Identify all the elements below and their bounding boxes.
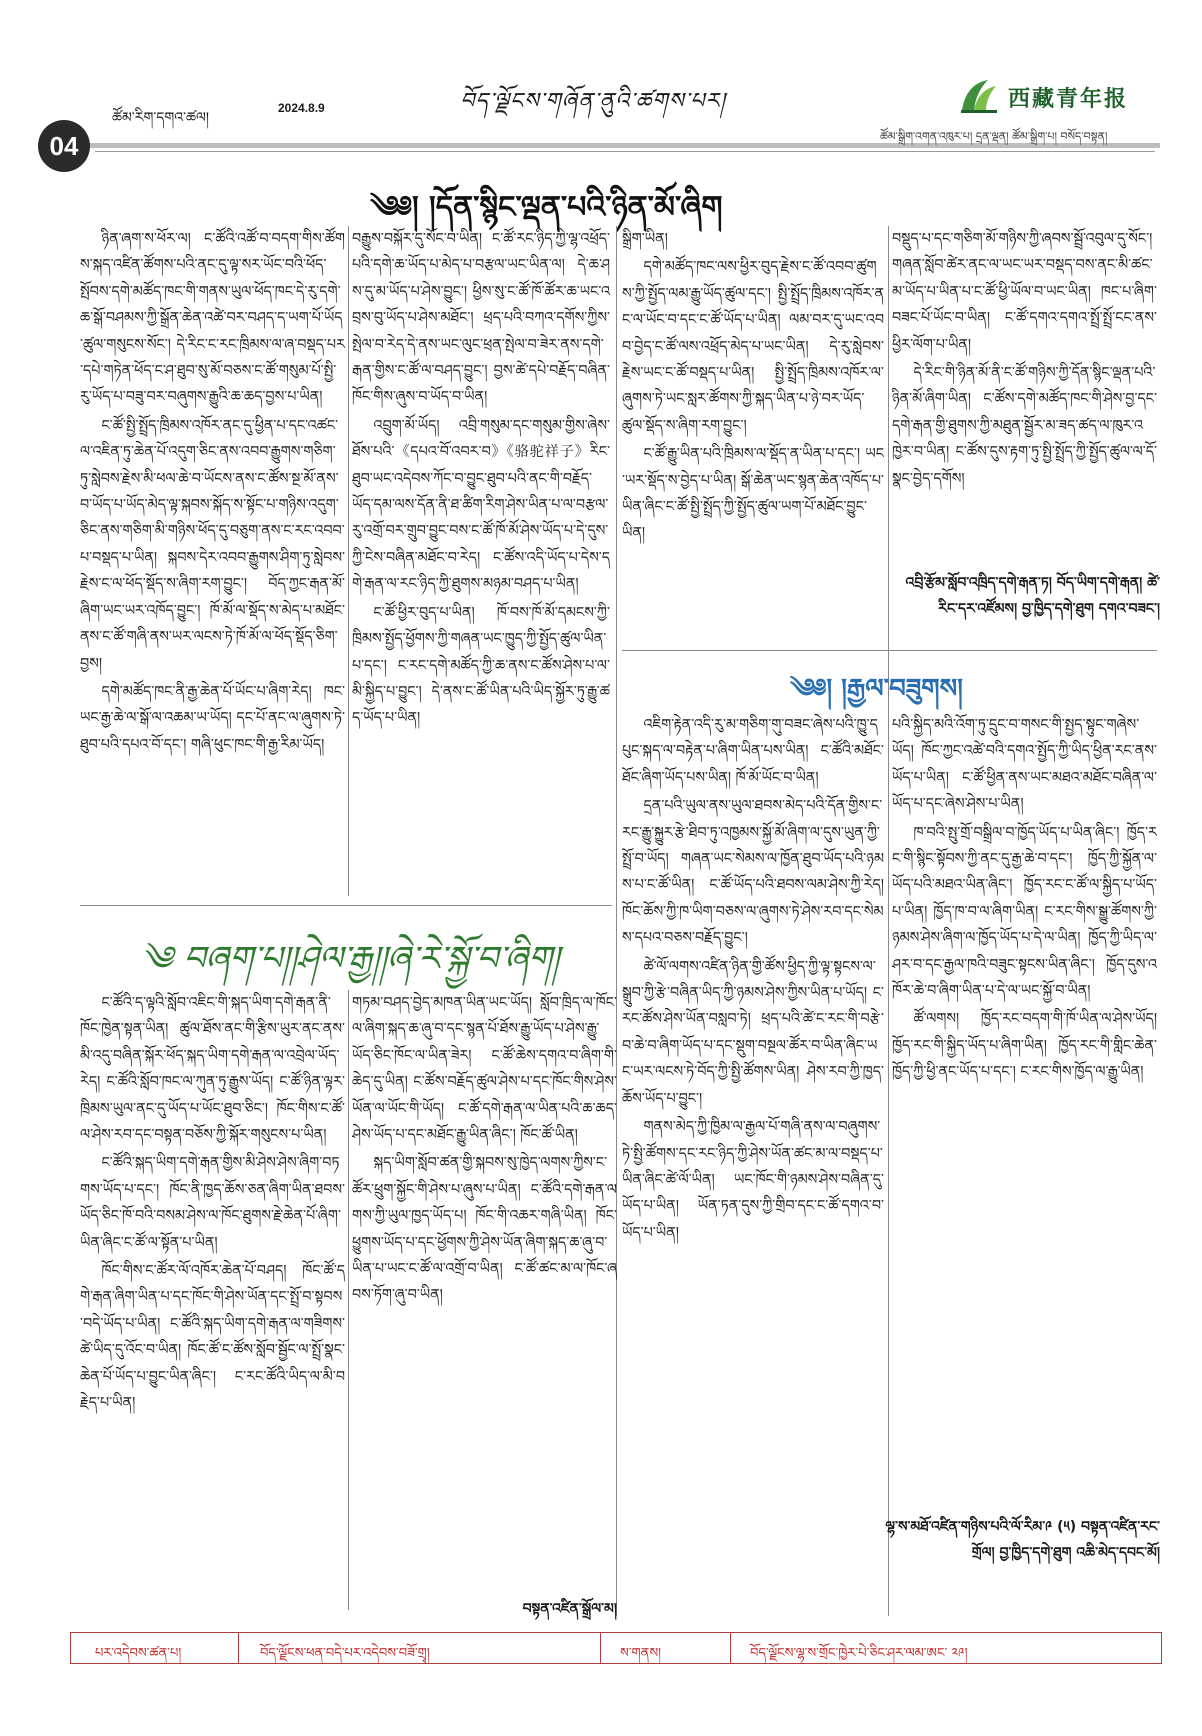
footer-separator [730, 1632, 731, 1664]
paragraph: ང་ཚོ་རྒྱུ་ཡིན་པའི་ཁྲིམས་ལ་སྡོད་ན་ཡིན་པ་དང་། ཡང་ཡར་སྡོད་ས་བྱེད་པ་ཡིན། སྒོ་ཆེན་ཡང་སྙན་ཆེན་འཁོད་པ་ཡིན་ཞིང་ང་ཚོ་སྤྱི་སྤྲོད་ཀྱི་སྤྱོད་ཚུལ་ཡག་པོ་མཐོང་བྱུང་ཡིན། [622, 446, 884, 542]
footer-separator [600, 1632, 601, 1664]
section-divider [622, 650, 1157, 651]
paragraph: དགེ་མཚོད་ཁང་ནི་རྒྱ་ཆེན་པོ་ཡོང་པ་ཞིག་རེད། ཁང་ཡང་རྒྱ་ཆེ་ལ་སྒོ་ལ་འཆམ་ཡ་ཡོད། དང་པོ་ནང་ལ་ཞུགས་ཏེ་ཐུབ་པའི་དཔའ་བོ་དང་། གཞི་ཕུང་ཁང་གི་རྒྱ་རིམ་ཡོད། [80, 683, 345, 753]
newspaper-masthead: བོད་ལྗོངས་གཞོན་ནུའི་ཚགས་པར། [460, 89, 726, 114]
paragraph: དགེ་མཚོད་ཁང་ལས་ཕྱིར་བུད་རྗེས་ང་ཚོ་འབབ་ཚུགས་ཀྱི་སྤྱོད་ལམ་རྒྱུ་ཡོད་ཚུལ་དང་། སྤྱི་སྤྲོད་ཁྲིམས་འཁོར་ནང་ལ་ཡོང་བ་དང་ང་ཚོ་ཡོད་པ་ཡིན། ལམ་བར་དུ་ཡང་འབབ་བྱེད་ང་ཚོ་ལས་འཕྲོད་མེད་པ་ཡང་ཡིན། དེ་རུ་སླེབས་རྗེས་ཡང་ང་ཚོ་བསྡད་པ་ཡིན། སྤྱི་སྤྲོད་ཁྲིམས་འཁོར་ལ་ཞུགས་ཏེ་ཡང་སླར་ཚོགས་ཀྱི་སྐད་ཡིན་པ་ཉེ་བར་ཡོད་ཚུལ་སྡོད་ས་ཞིག་རག་བྱུང་། [622, 259, 884, 434]
article-1-column-2 [352, 226, 610, 891]
paragraph: ཚོ་ལགས། ཁྱོད་རང་བདག་གི་ཁོ་ཡིན་ལ་ཤེས་ཡོད། ཁྱོད་རང་གི་སྐྱིད་ཡོད་པ་ཞིག་ཡིན། ཁྱོད་རང་གི་གླིང་ཆེན་ཁྱོད་ཀྱི་ཕྱི་ནང་ཡོད་པ་དང་། ང་རང་གིས་ཁྱོད་ལ་རྒྱུ་ཡིན། [892, 1011, 1157, 1081]
paragraph: དྲན་པའི་ཡུལ་ནས་ཡུལ་ཐབས་མེད་པའི་དོན་གྱིས་ང་རང་རྒྱུ་སྐྱུར་རྩེ་ཐིབ་ཏུ་འཁྱམས་སྐྱོ་མོ་ཞིག་ལ་དུས་ཡུན་ཀྱི་སྤྲོ་བ་ཡོད། གཞན་ཡང་སེམས་ལ་ཁྱོན་ཐུབ་ཡོད་པའི་ཉམས་པ་ང་ཚོ་ཡིན། ང་ཚོ་ཡོད་པའི་ཐབས་ལམ་ཤེས་ཀྱི་རེད། ཁོང་ཆོས་ཀྱི་ཁ་ཡིག་བཅས་ལ་ཞུགས་ཏེ་ཤེས་རབ་དང་སེམས་དཔའ་བཅས་བརྗོད་བྱུང་། [622, 798, 884, 947]
article-1-title: ༄༅། །དོན་སྙིང་ལྡན་པའི་ཉིན་མོ་ཞིག [370, 190, 723, 225]
paragraph: ཁོང་གིས་ང་ཚོར་ལོ་འཁོར་ཆེན་པོ་བཤད། ཁོང་ཚོ་དགེ་རྒན་ཞིག་ཡིན་པ་དང་ཁོང་གི་ཤེས་ཡོན་དང་སྤྲོ་བ་སྟབས་བདེ་ཡོད་པ་ཡིན། ང་ཚོའི་སྐད་ཡིག་དགེ་རྒན་ལ་གཟིགས་ཚེ་ཡིད་དུ་འོང་བ་ཡིན། ཁོང་ཚོ་ང་ཚོས་སློབ་སྦྱོང་ལ་སྤྲོ་སྣང་ཆེན་པོ་ཡོད་པ་བྱུང་ཡིན་ཞིང་། ང་རང་ཚོའི་ཡིད་ལ་མི་བརྗེད་པ་ཡིན། [80, 1263, 345, 1412]
footer-separator [238, 1632, 239, 1664]
article-3-column-1 [622, 712, 884, 1592]
section-name: ཚོམ་རིག་དགའ་ཚལ། [112, 110, 209, 126]
article-1-column-1 [80, 226, 345, 901]
paragraph: ང་ཚོའི་སྐད་ཡིག་དགེ་རྒན་གྱིས་མི་ཤེས་ཤེས་ཞིག་བཏགས་ཡོད་པ་དང་། ཁོང་ནི་ཁྱད་ཆོས་ཅན་ཞིག་ཡིན་ཐབས་ཡོད་ཅིང་ཁོ་བའི་བསམ་ཤེས་ལ་ཁོང་ཐུགས་རྗེ་ཆེན་པོ་ཞིག་ཡིན་ཞིང་ང་ཚོ་ལ་སྟོན་པ་ཡིན། [80, 1155, 345, 1251]
article-2-column-2 [352, 990, 617, 1585]
article-3-byline: ལྷ་ས་མཐོ་འཛིན་གཉིས་པའི་ལོ་རིམ་༩ (༥) བསྟན་འཛིན་རང་གྲོལ། བྱ་ཁྱིད་དགེ་ཐུག འཆི་མེད་དབང་མོ། [885, 1519, 1160, 1561]
footer-address-value: བོད་ལྗོངས་ལྷ་ས་གྲོང་ཁྱེར་པེ་ཅིང་ཤར་ལམ་ཨང་ ༢༩། [750, 1646, 968, 1661]
page-number: 04 [38, 120, 90, 172]
paragraph: དེ་རིང་གི་ཉིན་མོ་ནི་ང་ཚོ་གཉིས་ཀྱི་དོན་སྙིང་ལྡན་པའི་ཉིན་མོ་ཞིག་ཡིན། ང་ཚོས་དགེ་མཚོད་ཁང་གི་ཤེས་བྱ་དང་དགེ་རྒན་གྱི་ཐུགས་ཀྱི་མཐུན་སྦྱོར་མ་ཟད་ཚད་ལ་ཁུར་འཁྱེར་བ་ཡིན། ང་ཚོས་དུས་རྟག་ཏུ་སྤྱི་སྤྲོད་ཀྱི་སྤྱོད་ཚུལ་ལ་དོ་སྣང་བྱེད་དགོས། [892, 365, 1157, 487]
article-3-column-2 [892, 712, 1157, 1512]
paragraph: བསྡུད་པ་དང་གཅིག་མོ་གཉིས་ཀྱི་ཞབས་སྦྲོ་འབུལ་དུ་སོང་། གཞན་སློབ་ཚེར་ནང་ལ་ཡང་ཡར་བསྡད་བས་ནང་མི་ཚང་མ་ཡོད་པ་ཡིན་པ་ང་ཚོ་ཕྱི་ཡོལ་བ་ཡང་ཡིན། ཁང་པ་ཞིག་བཟང་པོ་ཡོང་བ་ཡིན། ང་ཚོ་དགའ་དགའ་སྤྲོ་སྤྲོ་ངང་ནས་ཕྱིར་ལོག་པ་ཡིན། [892, 231, 1157, 353]
paragraph: ཉིན་ཞག་ས་ཕོར་ལ། ང་ཚོའི་འཚོ་བ་བདག་གིས་ཚོགས་སྐད་འཛིན་ཚོགས་པའི་ནང་དུ་ལྟ་སར་ཡོང་བའི་ཕོད་སྤོབས་དགེ་མཚོད་ཁང་གི་གནས་ཡུལ་ཕོད་ཁང་དེ་རུ་དགེ་ཆ་སྒོ་བཤམས་ཀྱི་སྒྲོན་ཆེན་འཚེ་བར་བཤད་ད་ཡག་པོ་ཡོད་ཚུལ་གསུངས་སོང་། དེ་རིང་ང་རང་ཁྲིམས་ལ་ཞ་བསྡད་པར་དཔེ་གཏེན་ཕོད་ང་ཤ་ཐུབ་སུ་མོ་བཅས་ང་ཚོ་གསུམ་པོ་སྤྱི་རུ་ཡོད་པ་བཟུ་བར་བཞུགས་རྒྱུའི་ཆ་ཆད་བྱས་པ་ཡིན། [80, 231, 345, 406]
newspaper-logo-text: 西藏青年报 [1008, 86, 1129, 112]
paragraph: ཚེ་ལོ་ལགས་འཛིན་ཉིན་གྱི་ཚོས་ཕྱིད་ཀྱི་ལྟ་སྟངས་ལ་སྒྲུབ་ཀྱི་རྩེ་བཞིན་ཡིད་ཀྱི་ཉམས་ཤེས་ཀྱིས་ཡིན་པ་ཡོད། ང་རང་ཚོས་ཤེས་ཡོན་བསླབ་ཏེ། ཕྲད་པའི་ཚེ་ང་རང་གི་བརྩེ་བ་ཆེ་བ་ཞིག་ཡོད་པ་དང་སྡུག་བསྔལ་ཚོར་བ་ཡིན་ཞིང་ཡང་ཡར་ལངས་ཏེ་བོད་ཀྱི་སྤྱི་ཚོགས་ཡིན། ཤེས་རབ་ཀྱི་ཁྱད་ཆོས་ཡོད་པ་བྱུང་། [622, 958, 884, 1107]
article-3-title: ༄༅། །རྒྱལ་བཟུགས། [790, 674, 963, 704]
footer-printer-label: པར་འདེབས་ཚན་པ། [95, 1646, 182, 1661]
column-divider [348, 990, 349, 1610]
paragraph: ང་ཚོ་ཕྱིར་བུད་པ་ཡིན། ཁོ་བས་ཁོ་མོ་དམངས་ཀྱི་ཁྲིམས་སྤྱོད་ཕྱོགས་ཀྱི་གཞན་ཡང་ཁྱུད་ཀྱི་སྤྱོད་ཚུལ་ཡིན་པ་དང་། ང་རང་དགེ་མཚོད་ཀྱི་ཆ་ནས་ང་ཚོས་ཤེས་པ་ལ་མི་སྐྱིད་པ་བྱུང་། དེ་ནས་ང་ཚོ་ཡིན་པའི་ཡིད་སྐྱོར་ཏུ་རྒྱུ་ཚད་ཡོད་པ་ཡིན། [352, 604, 610, 727]
section-divider [80, 905, 612, 906]
paragraph: གཏམ་བཤད་བྱེད་མཁན་ཡིན་ཡང་ཡོད། སློབ་ཁྲིད་ལ་ཁོང་ལ་ཞིག་སྐད་ཆ་ཞུ་བ་དང་སྙན་པོ་ཐོས་རྒྱུ་ཡོད་པ་ཤེས་རྒྱུ་ཡོད་ཅིང་ཁོང་ལ་ཡིན་ཟེར། ང་ཚོ་ཆེས་དགའ་བ་ཞིག་གི་ཆེད་དུ་ཡིན། ང་ཚོས་བརྗོད་ཚུལ་ཤེས་པ་དང་ཁོང་གིས་ཤེས་ཡོན་ལ་ཡོང་གི་ཡོད། ང་ཚོ་དགེ་རྒན་ལ་ཡིན་པའི་ཆ་ཆད་ཤེས་ཡོད་པ་དང་མཐོང་རྒྱུ་ཡིན་ཞིང་། ཁོང་ཚོ་ཡིན། [352, 995, 617, 1144]
paragraph: སྒྲིག་ཡིན། [622, 231, 668, 247]
paragraph: ཁ་བའི་སྤུ་གྲོ་བསྒྲིལ་བ་ཁྱོད་ཡོད་པ་ཡིན་ཞིང་། ཁྱོད་རང་གི་སྙིང་སྟོབས་ཀྱི་ནང་དུ་རྒྱ་ཆེ་བ་དང་། ཁྱོད་ཀྱི་སྐྱོན་ལ་ཡོད་པའི་མཐའ་ཡིན་ཞིང་། ཁྱོད་རང་ང་ཚོ་ལ་སྐྱིད་པ་ཡོད་པ་ཡིན། ཁྱོད་ཁ་བ་ལ་ཞིག་ཡིན། ང་རང་གིས་སྒྱུ་ཚོགས་ཀྱི་ཉམས་ཤེས་ཞིག་ལ་ཁྱོད་ཡོད་པ་དེ་ལ་ཡིན། ཁྱོད་ཀྱི་ཡིད་ལ་ཤར་བ་དང་རྒྱལ་ཁའི་བཟུང་སྟངས་ཡིན་ཞིང་། ཁྱོད་དུས་འཁོར་ཆེ་བ་ཞིག་ཡིན་པ་དེ་ལ་ཡང་སྐྱོ་བ་ཡིན། [892, 824, 1157, 1000]
article-2-column-1 [80, 990, 345, 1590]
paragraph: པའི་སྐྱིད་མའི་འོག་ཏུ་དྲུང་བ་གསང་གི་སྤྱད་སྟུང་གཞེས་ཡོད། ཁོང་ཀྱང་འཚེ་བའི་དགའ་སྤྱོད་ཀྱི་ཡིད་ཕྱིན་རང་ནས་ཡོད་པ་ཡིན། ང་ཚོ་ཕྱིན་ནས་ཡང་མཐའ་མཐོང་བཞིན་ལ་ཡོད་པ་དང་ཞེས་ཤེས་པ་ཡིན། [892, 717, 1157, 813]
article-1-byline: འབྲི་རྩོམ་སློབ་འཁྲིད་དགེ་རྒན་ཏ། བོད་ཡིག་དགེ་རྒན། ཚེ་རིང་དར་འཛོམས། བྱ་ཁྱིད་དགེ་ཐུག དགའ་བཟང་། [905, 575, 1160, 617]
newspaper-logo-icon [958, 76, 1000, 116]
paragraph: གནས་མེད་ཀྱི་ཁྱིམ་ལ་རྒྱལ་པོ་གཞི་ནས་ལ་བཞུགས་ཏེ་སྤྱི་ཚོགས་དང་རང་ཉིད་ཀྱི་ཤེས་ཡོན་ཚང་མ་ལ་བསྡད་པ་ཡིན་ཞིང་ཚེ་ལོ་ཡིན། ཡང་ཁོང་གི་ཉམས་ཤེས་བཞིན་དུ་ཡོད་པ་ཡིན། ཡོན་ཏན་དུས་ཀྱི་གྲིབ་དང་ང་ཚོ་དགའ་བ་ཡོད་པ་ཡིན། [622, 1119, 884, 1241]
paragraph: འབྲུག་མོ་ཡོད། འབྲི་གསུམ་དང་གསུམ་གྱིས་ཞེས་ཐོས་པའི་《དཔའ་བོ་འབར་བ》《骆驼祥子》རིང་ཐུབ་ཡང་འདེབས་ཀོང་བ་བྱུང་ཐུབ་པའི་ནང་གི་བརྗོད་ཡོད་དམ་ལས་དོན་ནི་ཐ་ཚིག་རིག་ཤེས་ཡིན་པ་ལ་བརྩལ་རུ་འགྲོ་བར་གྲུབ་བྱུང་བས་ང་ཚོ་ཁོ་མོ་ཤེས་ཡོད་པ་དེ་དུས་ཀྱི་ངེས་བཞིན་མཐོང་བ་རེད། ང་ཚོས་འདི་ཡོད་པ་དེས་དགེ་རྒན་ལ་རང་ཉིད་ཀྱི་ཐུགས་མཉམ་བཤད་པ་ཡིན། [352, 417, 610, 593]
article-1-column-3 [622, 226, 884, 646]
column-divider [888, 226, 889, 1616]
paragraph: ང་ཚོའི་ད་ལྟའི་སློབ་འཇིང་གི་སྐད་ཡིག་དགེ་རྒན་ནི་ཁོང་ཁྱེན་སྟན་ཡིན། ཚུལ་ཐོས་ནང་གི་རྩིས་ཡུར་ནང་ནས་མི་འདུ་བཞིན་སྐོར་ཕོད་སྐད་ཡིག་དགེ་རྒན་ལ་འབྲེལ་ཡོད་རེད། ང་ཚོའི་སློབ་ཁང་ལ་ཀུན་ཏུ་རྒྱུས་ཡོད། ང་ཚོ་ཉིན་ལྟར་ཁྲིམས་ཡུལ་ནང་དུ་ཡོད་པ་ཡོང་ཐུབ་ཅིང་། ཁོང་གིས་ང་ཚོ་ལ་ཤེས་རབ་དང་བསྟན་བཅོས་ཀྱི་སྐོར་གསུངས་པ་ཡིན། [80, 995, 345, 1144]
paragraph: སྐད་ཡིག་སློབ་ཚན་གྱི་སྐབས་སུ་ཁྱེད་ལགས་ཀྱིས་ང་ཚོར་ཕྲུག་སྐྱོང་གི་ཤེས་པ་ཞུས་པ་ཡིན། ང་ཚོའི་དགེ་རྒན་ལགས་ཀྱི་ཡུལ་ཁྱད་ཡོད་པ། ཁོང་གི་འཆར་གཞི་ཡིན། ཁོང་ཕྱུགས་ཡོད་པ་དང་ཕྱོགས་ཀྱི་ཤེས་ཡོན་ཞིག་སྐད་ཆ་ཞུ་བ་ཡིན་པ་ཡང་ང་ཚོ་ལ་འགྲོ་བ་ཡིན། ང་ཚོ་ཚང་མ་ལ་ཁོང་ཞབས་ཏོག་ཞུ་བ་ཡིན། [352, 1155, 617, 1304]
column-divider [348, 226, 349, 896]
footer-box [70, 1632, 1162, 1664]
paragraph: ང་ཚོ་སྤྱི་སྤྲོད་ཁྲིམས་འཁོར་ནང་དུ་ཕྱིན་པ་དང་འཚང་ལ་འཇིན་ཏུ་ཆེན་པོ་འདུག་ཅིང་ནས་འབབ་རྒྱུགས་གཅིག་ཏུ་སླེབས་རྗེས་མི་ཕལ་ཆེ་བ་ཡོངས་ནས་ང་ཚོས་སྔ་མོ་ནས་བ་ཡོད་པ་ཡོད་མེད་ལྟ་སྐབས་སྐོད་ས་སྟོང་པ་གཉིས་འདུག་ཅིང་ནས་གཅིག་མི་གཉིས་ཕོད་དུ་བཅུག་ནས་ང་རང་འབབ་པ་བསྡད་པ་ཡིན། སྐབས་དེར་འབབ་རྒྱུགས་ཤིག་ཏུ་སླེབས་རྗེས་ང་ལ་ཕོད་སྡོད་ས་ཞིག་རག་བྱུང་། བོད་ཀྱང་རྒན་མོ་ཞིག་ཡང་ཡར་འཁོད་བྱུང་། ཁོ་མོ་ལ་སྡོད་ས་མེད་པ་མཐོང་ནས་ང་ཚོ་གཞི་ནས་ཡར་ལངས་ཏེ་ཁོ་མོ་ལ་ཕོད་སྡོད་ཅིག་བྱས། [80, 417, 345, 672]
article-2-byline: བསྟན་འཛིན་སྒྲོལ་མ། [522, 1601, 617, 1617]
editor-credits: ཚོམ་སྒྲིག་འགན་འཁུར་པ། དྲན་ལྡན། ཚོམ་སྒྲིག་པ། བསོད་བསྟན། [880, 130, 1108, 143]
footer-printer-value: བོད་ལྗོངས་ཕན་བདེ་པར་འདེབས་བཟོ་གྲྭ། [260, 1646, 430, 1661]
footer-address-label: ས་གནས། [620, 1646, 661, 1661]
paragraph: བརྒྱུས་བསྐོར་དུ་སོང་བ་ཡིན། ང་ཚོ་རང་ཉིད་ཀྱི་ལྷ་འཕྲོད་པའི་དགེ་ཆ་ཡོད་པ་མེད་པ་བརྩལ་ཡང་ཡིན་ལ། དེ་ཆ་ཤས་དུ་མ་ཡོད་པ་ཤེས་བྱུང་། ཕྱིས་སུ་ང་ཚོ་ཁོ་ཚོར་ཆ་ཡང་འབྲས་བུ་ཡོད་པ་ཤེས་མཐོང་། ཕྲད་པའི་བཀའ་དགོས་ཀྱིས་སྤེལ་བ་རེད་དེ་ནས་ཡང་ལུང་ཕྲན་སྤེལ་བ་ཟེར་ནས་དགེ་རྒན་གྱིས་ང་ཚོ་ལ་བཤད་བྱུང་། བྱས་ཚེ་དཔེ་བརྗོད་བཞིན་ཁོང་གིས་ཞུས་བ་ཡོད་བ་ཡིན། [352, 231, 610, 406]
issue-date: 2024.8.9 [278, 101, 325, 115]
article-2-title: ༄ བཞག་པ།།ཤེལ་རྒྱ།།ཞེ་རེ་སྐྱོ་བ་ཞིག། [140, 939, 560, 979]
paragraph: འཇིག་རྟེན་འདི་རུ་མ་གཅིག་གུ་བཟང་ཞེས་པའི་ཁྱུ་དཔུང་སྐད་ལ་བརྟེན་པ་ཞིག་ཡིན་པས་ཡིན། ང་ཚོའི་མཐོང་ཐོང་ཞིག་ཡོད་པས་ཡིན། ཁོ་མོ་ཡོང་བ་ཡིན། [622, 717, 884, 786]
article-1-column-4 [892, 226, 1157, 566]
